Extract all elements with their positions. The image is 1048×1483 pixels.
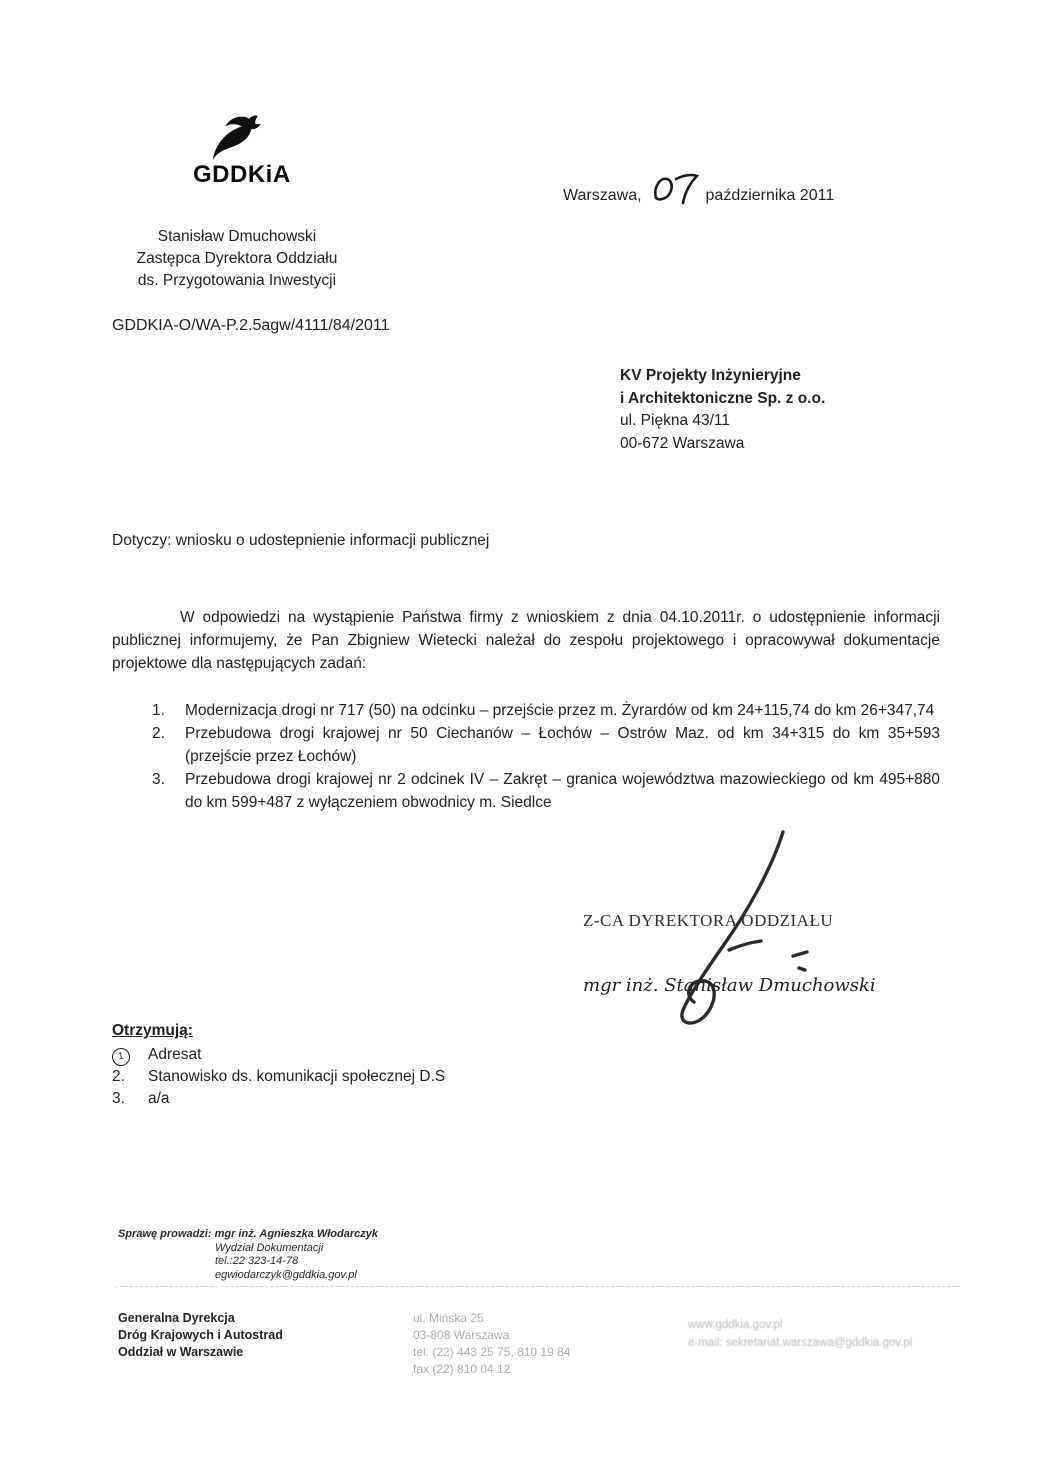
- distribution-text: a/a: [148, 1090, 170, 1107]
- task-text: Przebudowa drogi krajowej nr 50 Ciechanów – Łochów – Ostrów Maz. od km 34+315 do km 35+593 (przejście przez Łochów): [185, 725, 940, 765]
- logo-brand-text: GDDKiA: [193, 161, 291, 188]
- footer-contact-line: e-mail: sekretariat.warszawa@gddkia.gov.pl: [688, 1337, 913, 1349]
- dateline-rest: października 2011: [705, 187, 835, 204]
- footer-address-line: ul. Mińska 25: [413, 1311, 484, 1325]
- footer-divider: [115, 1286, 960, 1287]
- signature-name: mgr inż. Stanisław Dmuchowski: [583, 975, 876, 996]
- recipient-block: [620, 365, 825, 455]
- distribution-item: [112, 1044, 445, 1066]
- task-number: 3.: [152, 771, 165, 788]
- reference-number: GDDKIA-O/WA-P.2.5agw/4111/84/2011: [112, 317, 390, 334]
- body-paragraph: W odpowiedzi na wystąpienie Państwa firmy z wnioskiem z dnia 04.10.2011r. o udostępnienie informacji publicznej informujemy, że Pan Zbigniew Wietecki należał do zespołu projektowego i opracowywał dokumentacje projektowe dla następujących zadań:: [112, 609, 940, 672]
- footer-org-line: Oddział w Warszawie: [118, 1345, 244, 1359]
- footer-org-line: Dróg Krajowych i Autostrad: [118, 1328, 283, 1342]
- subject-line: Dotyczy: wniosku o udostepnienie informacji publicznej: [112, 532, 490, 549]
- footer-org-line: Generalna Dyrekcja: [118, 1311, 235, 1325]
- footer-contact-line: www.gddkia.gov.pl: [688, 1319, 783, 1331]
- recipient-street: ul. Piękna 43/11: [620, 412, 731, 429]
- signature-title: Z-CA DYREKTORA ODDZIAŁU: [583, 911, 834, 930]
- footer-address-line: fax (22) 810 04 12: [413, 1362, 511, 1376]
- footer-address-line: tel. (22) 443 25 75, 810 19 84: [413, 1345, 571, 1359]
- case-officer-phone: tel.:22 323-14-78: [215, 1255, 299, 1267]
- sender-department: ds. Przygotowania Inwestycji: [137, 272, 337, 289]
- task-item: [152, 722, 940, 768]
- task-number: 1.: [152, 702, 165, 719]
- footer-contact: [688, 1316, 912, 1352]
- distribution-text: Stanowisko ds. komunikacji społecznej D.S: [148, 1068, 446, 1085]
- circled-one-mark: 1: [111, 1047, 131, 1067]
- handwritten-day-icon: [648, 170, 700, 213]
- handwritten-signature-icon: [625, 828, 855, 1038]
- recipient-company-line1: KV Projekty Inżynieryjne: [620, 367, 801, 384]
- recipient-city: 00-672 Warszawa: [620, 434, 745, 452]
- eagle-icon: [203, 112, 265, 162]
- footer-organization: [118, 1310, 283, 1361]
- footer-address-line: 03-808 Warszawa: [413, 1328, 510, 1342]
- distribution-item: [112, 1066, 445, 1088]
- distribution-marker: 2.: [112, 1068, 125, 1085]
- distribution-item: [112, 1088, 445, 1110]
- task-item: [152, 768, 940, 814]
- sender-title: Zastępca Dyrektora Oddziału: [136, 250, 338, 267]
- task-text: Modernizacja drogi nr 717 (50) na odcinku – przejście przez m. Żyrardów od km 24+115,74 do km 26+347,74: [185, 702, 935, 719]
- gddkia-logo: [193, 112, 313, 188]
- task-text: Przebudowa drogi krajowej nr 2 odcinek IV – Zakręt – granica województwa mazowieckiego od km 495+880 do km 599+487 z wyłączeniem obwodnicy m. Siedlce: [185, 771, 940, 811]
- distribution-marker: 3.: [112, 1090, 125, 1107]
- task-list: [152, 699, 940, 814]
- case-officer-note: [118, 1228, 378, 1282]
- task-number: 2.: [152, 725, 165, 742]
- footer-address: [413, 1310, 570, 1378]
- case-officer-department: Wydział Dokumentacji: [215, 1241, 324, 1254]
- case-officer-email: egwiodarczyk@gddkia.gov.pl: [215, 1268, 357, 1281]
- distribution-text: Adresat: [148, 1046, 202, 1063]
- distribution-list: [112, 1020, 445, 1110]
- sender-name: Stanisław Dmuchowski: [157, 228, 317, 245]
- dateline-city: Warszawa,: [563, 187, 642, 204]
- sender-block: [108, 226, 366, 292]
- distribution-heading: Otrzymują:: [112, 1022, 193, 1039]
- case-officer-name: Sprawę prowadzi: mgr inż. Agnieszka Włodarczyk: [118, 1228, 378, 1240]
- dateline: [563, 164, 834, 207]
- recipient-company-line2: i Architektoniczne Sp. z o.o.: [620, 389, 826, 407]
- task-item: [152, 699, 940, 722]
